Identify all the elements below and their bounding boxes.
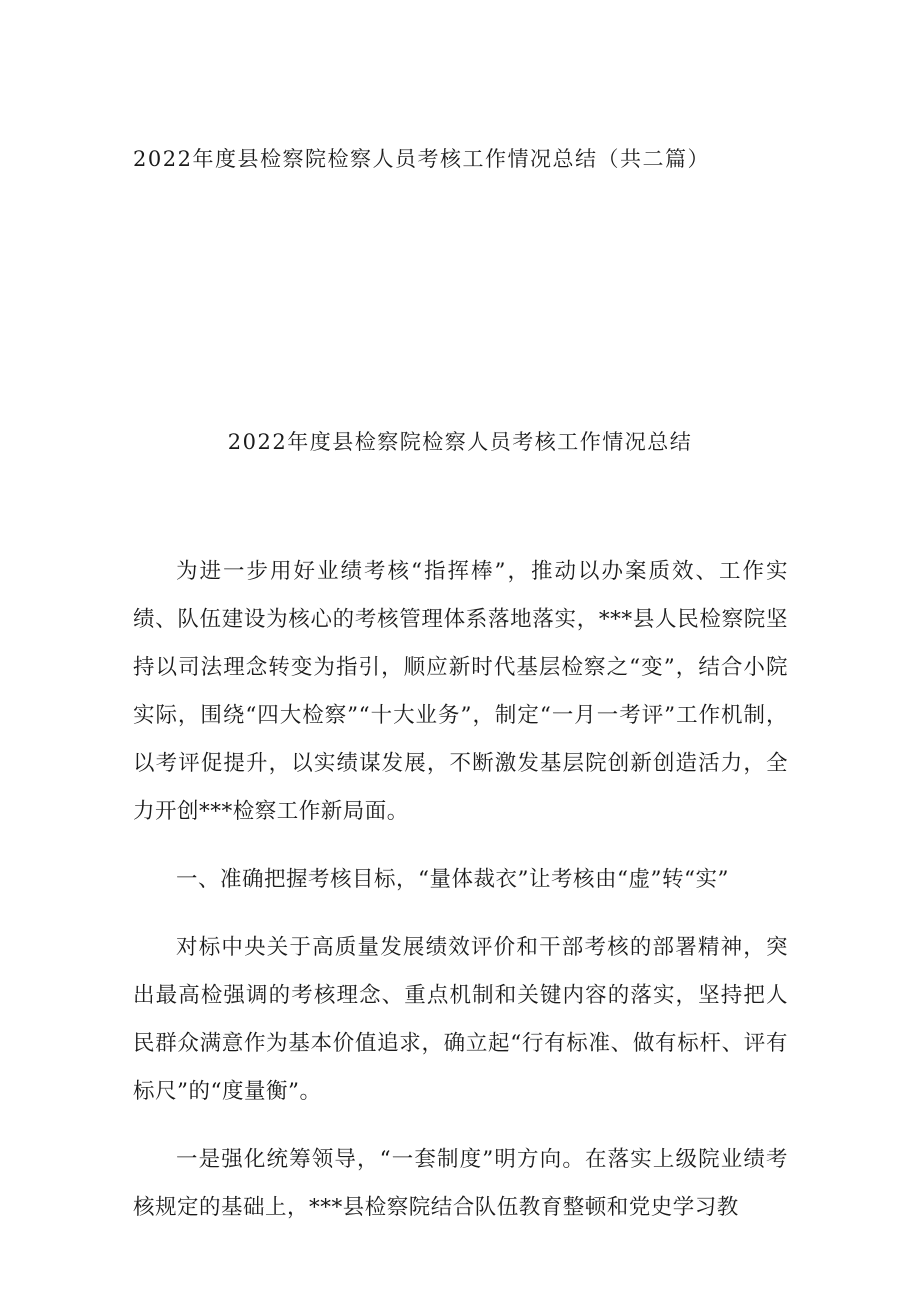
article-body	[133, 548, 788, 1252]
paragraph-point-1: 一是强化统筹领导，“一套制度”明方向。在落实上级院业绩考核规定的基础上，***县检察院结合队伍教育整顿和党史学习教	[133, 1147, 788, 1220]
paragraph-section-1: 对标中央关于高质量发展绩效评价和干部考核的部署精神，突出最高检强调的考核理念、重点机制和关键内容的落实，坚持把人民群众满意作为基本价值追求，确立起“行有标准、做有标杆、评有标尺”的“度量衡”。	[133, 935, 788, 1104]
article-title: 2022年度县检察院检察人员考核工作情况总结	[227, 430, 693, 454]
document-title: 2022年度县检察院检察人员考核工作情况总结（共二篇）	[133, 147, 710, 171]
section-heading-1: 一、准确把握考核目标，“量体裁衣”让考核由“虚”转“实”	[176, 867, 729, 892]
paragraph-intro: 为进一步用好业绩考核“指挥棒”，推动以办案质效、工作实绩、队伍建设为核心的考核管理体系落地落实，***县人民检察院坚持以司法理念转变为指引，顺应新时代基层检察之“变”，结合小院实际，围绕“四大检察”“十大业务”，制定“一月一考评”工作机制，以考评促提升，以实绩谋发展，不断激发基层院创新创造活力，全力开创***检察工作新局面。	[133, 559, 788, 824]
